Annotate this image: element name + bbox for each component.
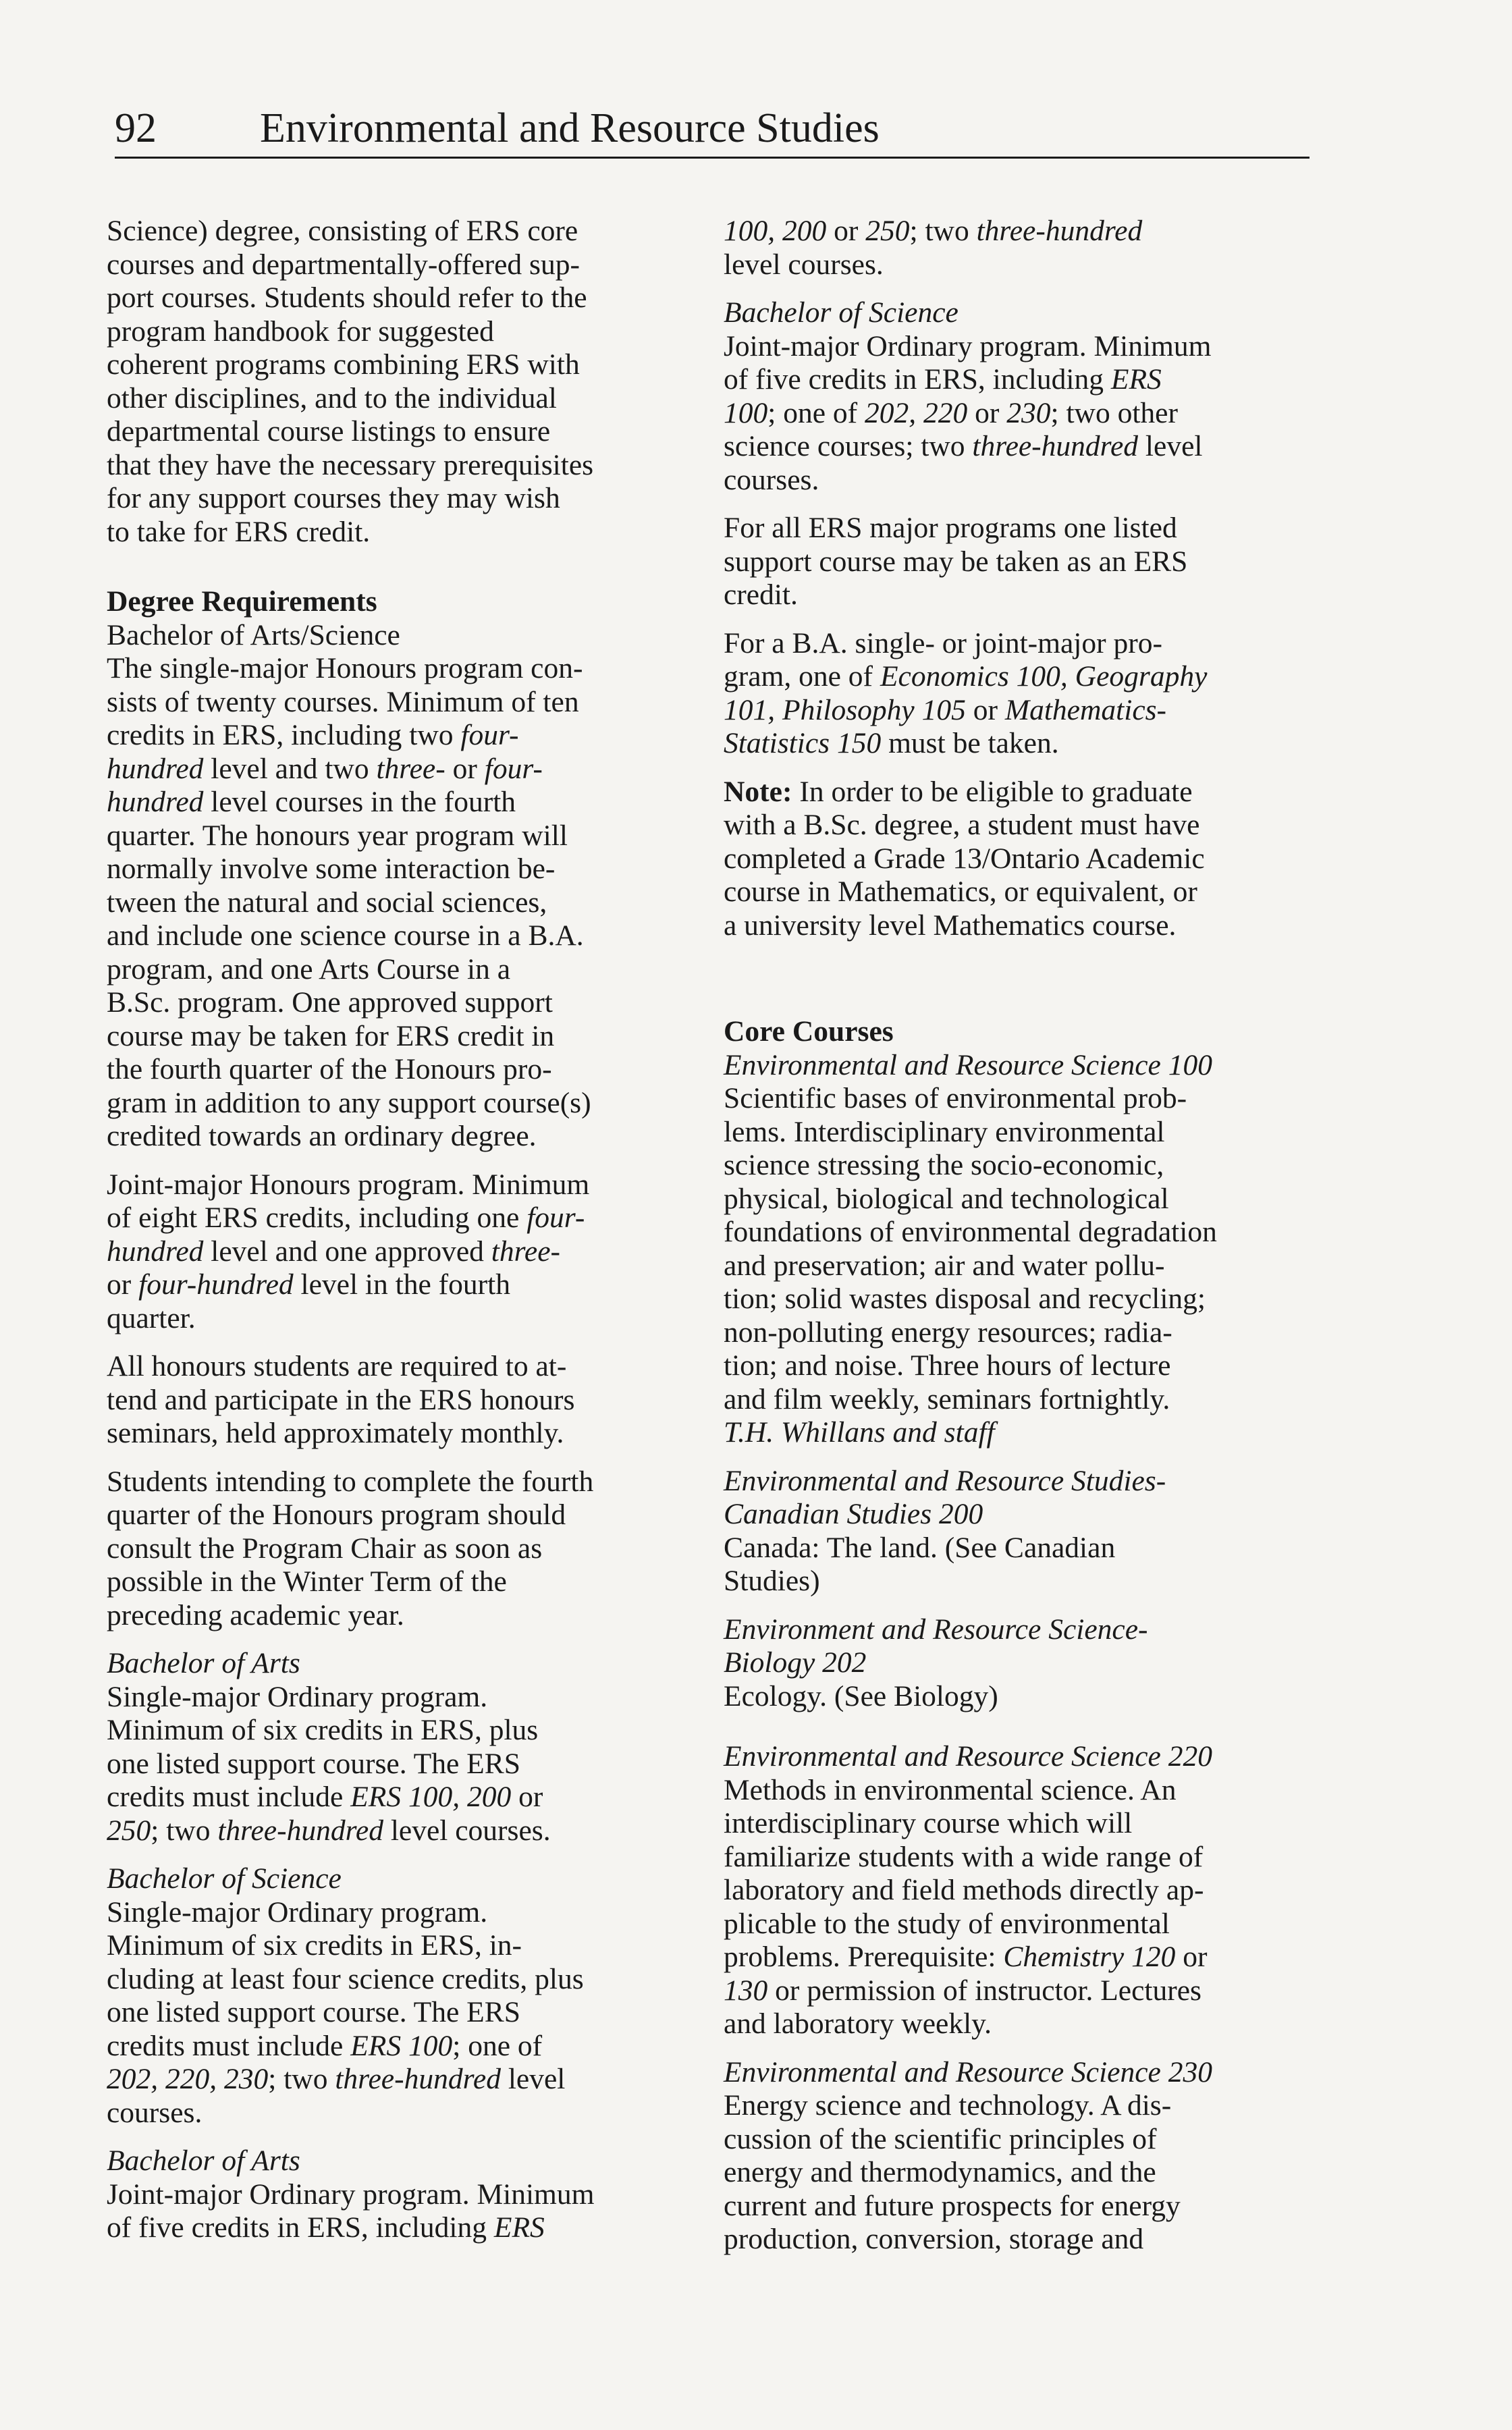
text-segment: laboratory and field methods directly ap- xyxy=(724,1874,1204,1906)
text-line: Environment and Resource Science- xyxy=(724,1613,1148,1646)
text-line: tion; and noise. Three hours of lecture xyxy=(724,1349,1171,1382)
text-line: production, conversion, storage and xyxy=(724,2223,1144,2255)
text-segment: 101, Philosophy 105 xyxy=(724,693,966,726)
text-segment: ; one of xyxy=(767,396,865,429)
text-line xyxy=(107,853,680,886)
text-segment: ERS 100 xyxy=(350,2029,453,2062)
course-100-description xyxy=(724,1082,1318,1416)
text-segment: level xyxy=(1138,430,1203,462)
text-line xyxy=(107,753,680,786)
text-line xyxy=(107,686,680,720)
text-segment: course may be taken for ERS credit in xyxy=(107,1019,555,1052)
text-line xyxy=(724,1874,1318,1908)
text-line xyxy=(107,2097,680,2130)
text-segment: level courses. xyxy=(383,1814,551,1847)
text-segment: credits must include xyxy=(107,2029,351,2062)
text-line: Canadian Studies 200 xyxy=(724,1498,983,1530)
text-line xyxy=(724,660,1318,694)
text-segment: level xyxy=(500,2063,566,2095)
text-segment: hundred xyxy=(107,786,204,818)
text-segment: one listed support course. The ERS xyxy=(107,1747,520,1780)
text-line xyxy=(107,1929,680,1963)
text-line xyxy=(724,2007,1318,2041)
text-line xyxy=(107,819,680,853)
text-line xyxy=(107,1681,680,1714)
text-line: Science) degree, consisting of ERS core xyxy=(107,215,578,247)
course-200-description xyxy=(724,1532,1318,1598)
text-line: for any support courses they may wish xyxy=(107,482,560,514)
course-220-description xyxy=(724,1774,1318,2041)
text-line xyxy=(724,842,1318,876)
text-line xyxy=(107,1120,680,1154)
text-line: tion; solid wastes disposal and recycling; xyxy=(724,1282,1206,1315)
text-line: All honours students are required to at- xyxy=(107,1350,567,1382)
text-segment: three-hundred xyxy=(335,2063,501,2095)
running-header xyxy=(115,101,1310,159)
text-line: credit. xyxy=(724,578,798,611)
text-segment: Minimum of six credits in ERS, in- xyxy=(107,1929,522,1962)
course-230-description xyxy=(724,2089,1318,2257)
text-segment: gram in addition to any support course(s) xyxy=(107,1086,591,1119)
course-230-title: Environmental and Resource Science 230 xyxy=(724,2055,1212,2088)
text-segment: quarter. The honours year program will xyxy=(107,819,568,852)
course-202-description xyxy=(724,1680,1318,1714)
text-line xyxy=(724,1841,1318,1874)
text-segment: three- xyxy=(376,752,446,785)
course-200-title xyxy=(724,1465,1318,1532)
ba-joint-continued xyxy=(724,215,1318,281)
text-line: Biology 202 xyxy=(724,1646,867,1679)
text-line xyxy=(724,776,1318,809)
intro-paragraph xyxy=(107,215,680,549)
course-100-instructor: T.H. Whillans and staff xyxy=(724,1416,995,1449)
text-line: non-polluting energy resources; radia- xyxy=(724,1316,1172,1349)
text-segment: Chemistry 120 xyxy=(1003,1941,1176,1973)
text-line xyxy=(107,2211,680,2245)
text-line xyxy=(724,363,1318,397)
text-line: lems. Interdisciplinary environmental xyxy=(724,1115,1165,1148)
text-segment: Joint-major Ordinary program. Minimum xyxy=(724,329,1212,362)
text-line xyxy=(107,953,680,987)
text-segment: interdisciplinary course which will xyxy=(724,1807,1133,1839)
text-line: cussion of the scientific principles of xyxy=(724,2122,1157,2155)
text-segment: of eight ERS credits, including one xyxy=(107,1202,527,1234)
text-segment: level in the fourth xyxy=(293,1268,510,1301)
seminars-paragraph xyxy=(107,1350,680,1451)
text-segment: normally involve some interaction be- xyxy=(107,853,556,885)
text-line xyxy=(107,986,680,1020)
text-segment: ; two xyxy=(268,2063,335,2095)
text-segment: or xyxy=(445,752,485,785)
text-line: consult the Program Chair as soon as xyxy=(107,1532,543,1565)
text-segment: level and one approved xyxy=(203,1235,491,1268)
text-segment: three-hundred xyxy=(972,430,1139,462)
text-line xyxy=(107,1268,680,1302)
text-line xyxy=(107,1202,680,1235)
text-segment: ; two xyxy=(151,1814,218,1847)
text-segment: four-hundred xyxy=(138,1268,294,1301)
text-line xyxy=(107,1781,680,1814)
text-segment: program, and one Arts Course in a xyxy=(107,952,510,986)
text-line xyxy=(107,1714,680,1748)
text-segment: ERS xyxy=(1110,363,1162,396)
text-line: and preservation; air and water pollu- xyxy=(724,1249,1165,1282)
text-line xyxy=(724,1807,1318,1841)
text-segment: and laboratory weekly. xyxy=(724,2007,992,2040)
text-segment: Note: xyxy=(724,775,792,808)
text-line xyxy=(724,1774,1318,1808)
text-line xyxy=(724,397,1318,431)
text-line xyxy=(107,786,680,819)
text-segment: Statistics 150 xyxy=(724,727,882,759)
text-line xyxy=(724,694,1318,728)
text-line xyxy=(724,215,1318,248)
text-segment: plicable to the study of environmental xyxy=(724,1907,1170,1940)
text-line: courses and departmentally-offered sup- xyxy=(107,248,580,281)
text-segment: or xyxy=(511,1781,543,1813)
page-title: Environmental and Resource Studies xyxy=(260,105,880,151)
text-line xyxy=(724,1974,1318,2008)
text-segment: Economics 100, Geography xyxy=(880,660,1208,693)
text-line: Ecology. (See Biology) xyxy=(724,1679,998,1712)
text-segment: 250 xyxy=(865,215,910,247)
text-line xyxy=(107,1748,680,1781)
joint-honours-paragraph xyxy=(107,1168,680,1336)
text-segment: Single-major Ordinary program. xyxy=(107,1895,488,1928)
text-segment: B.Sc. program. One approved support xyxy=(107,986,553,1019)
degree-requirements-heading: Degree Requirements xyxy=(107,585,377,618)
text-line: science stressing the socio-economic, xyxy=(724,1149,1164,1181)
text-segment: three- xyxy=(491,1235,561,1268)
text-line: energy and thermodynamics, and the xyxy=(724,2156,1156,2188)
text-line: Students intending to complete the fourth xyxy=(107,1465,594,1498)
text-segment: credits must include xyxy=(107,1781,351,1813)
bsc-single-label: Bachelor of Science xyxy=(107,1862,342,1895)
ba-joint-paragraph xyxy=(107,2178,680,2245)
text-segment: level courses in the fourth xyxy=(203,786,516,818)
text-line: Environmental and Resource Studies- xyxy=(724,1464,1166,1497)
text-line xyxy=(724,875,1318,909)
text-line: and film weekly, seminars fortnightly. xyxy=(724,1382,1170,1415)
text-line xyxy=(107,1053,680,1087)
bsc-joint-paragraph xyxy=(724,330,1318,497)
fourth-quarter-paragraph xyxy=(107,1465,680,1633)
text-line xyxy=(107,1235,680,1269)
text-line: Scientific bases of environmental prob- xyxy=(724,1082,1187,1114)
text-segment: quarter. xyxy=(107,1301,196,1334)
text-line: support course may be taken as an ERS xyxy=(724,545,1188,578)
text-segment: 202, 220 xyxy=(865,396,968,429)
text-segment: 100 xyxy=(724,396,768,429)
course-202-title xyxy=(724,1613,1318,1680)
text-segment: ; two xyxy=(909,215,977,247)
text-line xyxy=(724,627,1318,661)
text-line: program handbook for suggested xyxy=(107,315,494,348)
text-segment: familiarize students with a wide range of xyxy=(724,1840,1204,1873)
text-line xyxy=(724,809,1318,842)
core-courses-heading: Core Courses xyxy=(724,1015,894,1048)
text-line xyxy=(107,886,680,920)
text-segment: In order to be eligible to graduate xyxy=(792,775,1193,808)
text-line: preceding academic year. xyxy=(107,1598,404,1631)
text-segment: 250 xyxy=(107,1814,151,1847)
text-segment: four- xyxy=(484,752,543,785)
text-line: For all ERS major programs one listed xyxy=(724,512,1177,544)
text-line xyxy=(107,1302,680,1336)
text-segment: three-hundred xyxy=(976,215,1143,247)
ba-single-label: Bachelor of Arts xyxy=(107,1647,300,1679)
text-line xyxy=(107,1020,680,1054)
text-line xyxy=(724,430,1318,464)
text-segment: courses. xyxy=(724,463,819,496)
text-line xyxy=(107,2063,680,2097)
text-line: Energy science and technology. A dis- xyxy=(724,2089,1172,2122)
text-segment: completed a Grade 13/Ontario Academic xyxy=(724,842,1205,875)
text-segment: science courses; two xyxy=(724,430,973,462)
text-segment: of five credits in ERS, including xyxy=(724,363,1111,396)
text-segment: Minimum of six credits in ERS, plus xyxy=(107,1714,539,1746)
text-line xyxy=(724,464,1318,497)
page-number: 92 xyxy=(115,105,157,151)
text-segment: sists of twenty courses. Minimum of ten xyxy=(107,685,579,718)
support-note-paragraph xyxy=(724,512,1318,612)
text-line xyxy=(724,909,1318,943)
text-segment: tween the natural and social sciences, xyxy=(107,886,547,919)
text-line xyxy=(107,1168,680,1202)
text-segment: For a B.A. single- or joint-major pro- xyxy=(724,626,1162,659)
text-segment: ERS 100, 200 xyxy=(350,1781,512,1813)
ba-sc-label: Bachelor of Arts/Science xyxy=(107,618,400,651)
text-segment: the fourth quarter of the Honours pro- xyxy=(107,1053,552,1085)
text-line xyxy=(107,652,680,686)
text-line: port courses. Students should refer to the xyxy=(107,281,587,314)
text-line: that they have the necessary prerequisites xyxy=(107,448,594,481)
text-segment: of five credits in ERS, including xyxy=(107,2211,494,2244)
text-segment: level courses. xyxy=(724,248,884,281)
text-segment: level and two xyxy=(203,752,377,785)
text-segment: The single-major Honours program con- xyxy=(107,652,583,684)
text-segment: must be taken. xyxy=(881,727,1059,759)
text-segment: four- xyxy=(526,1202,585,1234)
text-segment: Methods in environmental science. An xyxy=(724,1773,1177,1806)
text-segment: Joint-major Honours program. Minimum xyxy=(107,1168,590,1201)
ba-joint-label: Bachelor of Arts xyxy=(107,2144,300,2177)
course-100-title: Environmental and Resource Science 100 xyxy=(724,1048,1212,1081)
text-segment: 100, 200 xyxy=(724,215,827,247)
text-segment: ERS xyxy=(493,2211,545,2244)
text-line xyxy=(107,1087,680,1120)
text-segment: cluding at least four science credits, plus xyxy=(107,1962,584,1995)
text-segment: hundred xyxy=(107,1235,204,1268)
text-segment: one listed support course. The ERS xyxy=(107,1996,520,2028)
text-line xyxy=(107,2178,680,2212)
text-segment: 230 xyxy=(1006,396,1051,429)
note-paragraph xyxy=(724,776,1318,943)
text-segment: or xyxy=(1175,1941,1208,1973)
text-line: to take for ERS credit. xyxy=(107,515,371,548)
text-segment: or xyxy=(826,215,866,247)
text-segment: credits in ERS, including two xyxy=(107,719,461,751)
text-line xyxy=(724,248,1318,282)
text-line: foundations of environmental degradation xyxy=(724,1216,1217,1248)
course-220-title: Environmental and Resource Science 220 xyxy=(724,1740,1212,1773)
text-line xyxy=(107,1814,680,1848)
left-column xyxy=(107,215,680,2260)
text-line: other disciplines, and to the individual xyxy=(107,381,557,414)
text-line xyxy=(107,1963,680,1997)
text-line: departmental course listings to ensure xyxy=(107,415,551,448)
text-line: current and future prospects for energy xyxy=(724,2189,1181,2222)
right-column xyxy=(724,215,1318,2257)
text-line: possible in the Winter Term of the xyxy=(107,1565,507,1598)
text-segment: hundred xyxy=(107,752,204,785)
text-line xyxy=(724,1941,1318,1974)
text-segment: ; one of xyxy=(452,2029,543,2062)
text-line: Canada: The land. (See Canadian xyxy=(724,1531,1116,1564)
text-segment: 130 xyxy=(724,1974,768,2007)
text-segment: Single-major Ordinary program. xyxy=(107,1680,488,1713)
text-line xyxy=(724,727,1318,761)
bsc-joint-label: Bachelor of Science xyxy=(724,296,959,329)
ba-single-paragraph xyxy=(107,1681,680,1848)
text-segment: course in Mathematics, or equivalent, or xyxy=(724,875,1197,908)
text-segment: gram, one of xyxy=(724,660,880,693)
text-segment: or xyxy=(967,396,1007,429)
text-segment: or permission of instructor. Lectures xyxy=(767,1974,1202,2007)
text-line xyxy=(107,1996,680,2030)
text-line: physical, biological and technological xyxy=(724,1182,1169,1215)
text-segment: with a B.Sc. degree, a student must have xyxy=(724,809,1200,841)
ba-requirement-paragraph xyxy=(724,627,1318,761)
text-segment: problems. Prerequisite: xyxy=(724,1941,1004,1973)
text-segment: or xyxy=(965,693,1005,726)
text-line xyxy=(107,719,680,753)
text-segment: Mathematics- xyxy=(1004,693,1167,726)
text-segment: three-hundred xyxy=(217,1814,383,1847)
text-line xyxy=(107,1896,680,1930)
text-segment: Joint-major Ordinary program. Minimum xyxy=(107,2178,595,2211)
text-line: seminars, held approximately monthly. xyxy=(107,1417,564,1449)
text-line: quarter of the Honours program should xyxy=(107,1498,566,1531)
bsc-single-paragraph xyxy=(107,1896,680,2130)
text-segment: or xyxy=(107,1268,139,1301)
honours-paragraph xyxy=(107,652,680,1154)
text-line xyxy=(107,919,680,953)
text-segment: a university level Mathematics course. xyxy=(724,909,1177,942)
text-segment: and include one science course in a B.A. xyxy=(107,919,584,952)
text-segment: credited towards an ordinary degree. xyxy=(107,1120,537,1152)
text-line: coherent programs combining ERS with xyxy=(107,348,580,381)
text-line xyxy=(724,1908,1318,1941)
text-line xyxy=(107,2030,680,2063)
text-line xyxy=(724,330,1318,364)
text-segment: ; two other xyxy=(1050,396,1178,429)
text-line: tend and participate in the ERS honours xyxy=(107,1383,575,1416)
text-segment: courses. xyxy=(107,2096,202,2129)
text-segment: four- xyxy=(460,719,519,751)
text-segment: 202, 220, 230 xyxy=(107,2063,269,2095)
text-line: Studies) xyxy=(724,1565,820,1597)
